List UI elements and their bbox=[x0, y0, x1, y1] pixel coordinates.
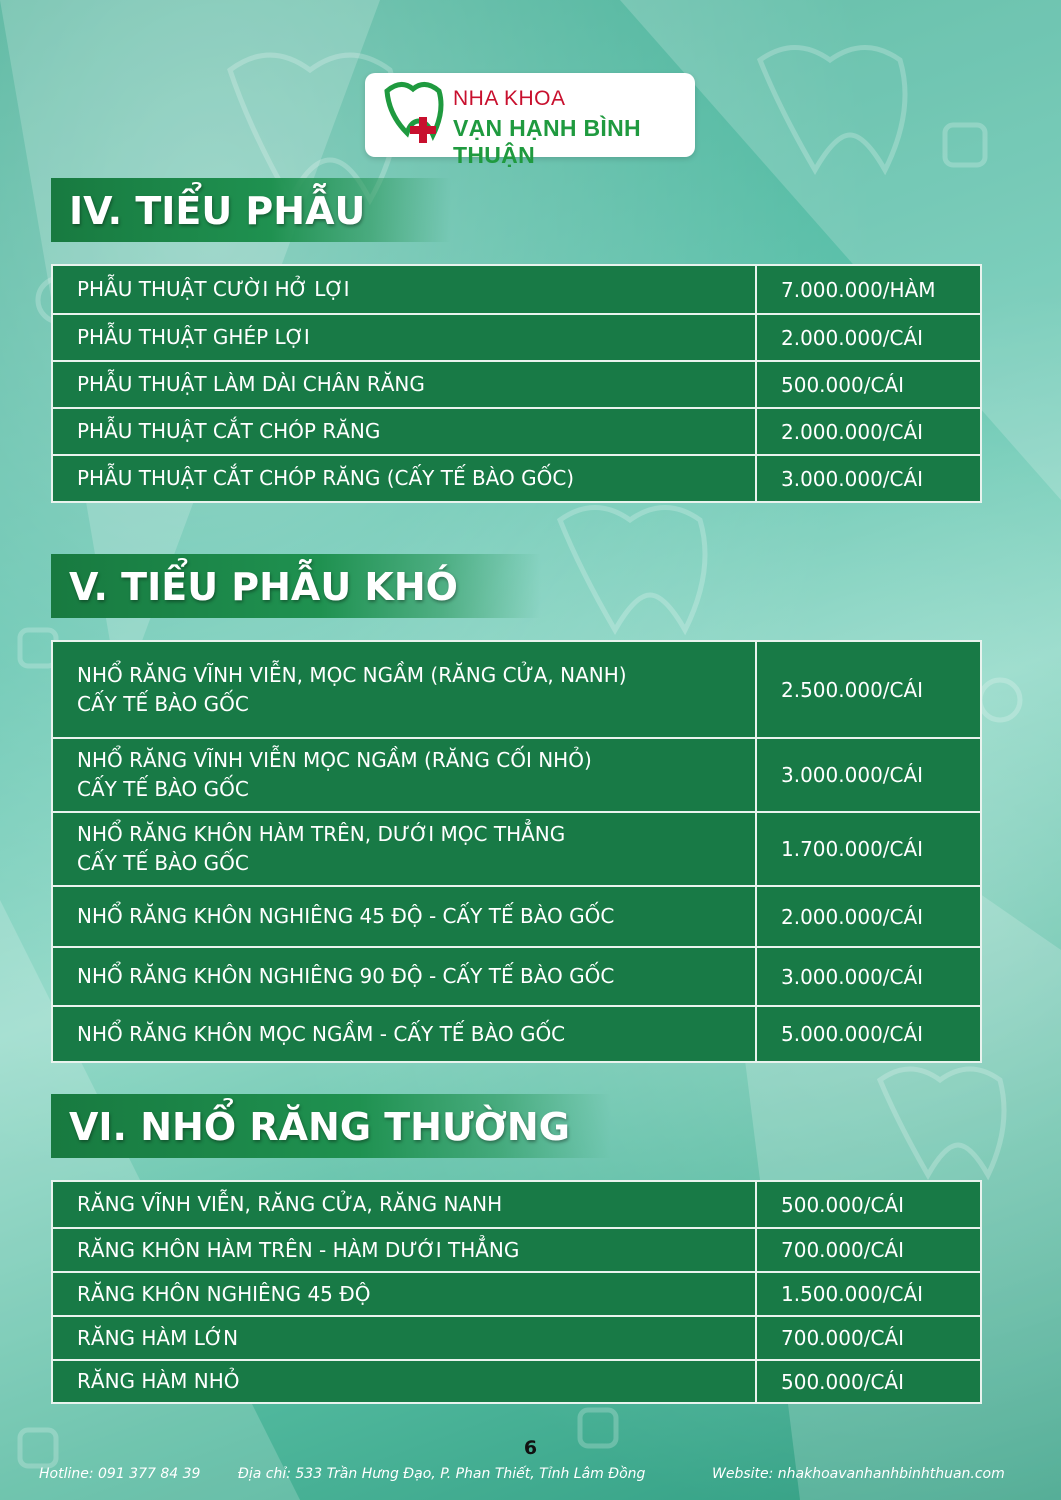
table-row bbox=[53, 1182, 980, 1227]
tooth-logo-icon bbox=[379, 81, 451, 151]
section-title-tieu-phau: IV. TIỂU PHẪU bbox=[51, 178, 451, 242]
table-row bbox=[53, 946, 980, 1005]
table-row bbox=[53, 1271, 980, 1315]
service-name: PHẪU THUẬT LÀM DÀI CHÂN RĂNG bbox=[53, 362, 757, 407]
service-price: 500.000/CÁI bbox=[781, 1192, 904, 1217]
service-price: 700.000/CÁI bbox=[781, 1238, 904, 1262]
table-row bbox=[53, 407, 980, 454]
service-name: RĂNG HÀM NHỎ bbox=[53, 1361, 757, 1402]
service-name: NHỔ RĂNG KHÔN NGHIÊNG 90 ĐỘ - CẤY TẾ BÀO GỐC bbox=[53, 948, 757, 1005]
service-price: 500.000/CÁI bbox=[781, 372, 904, 397]
table-row bbox=[53, 313, 980, 360]
table-row bbox=[53, 1315, 980, 1359]
service-name: RĂNG VĨNH VIỄN, RĂNG CỬA, RĂNG NANH bbox=[53, 1182, 757, 1227]
service-price: 1.700.000/CÁI bbox=[781, 837, 924, 861]
service-price: 700.000/CÁI bbox=[781, 1326, 904, 1350]
price-table-tieu-phau-kho bbox=[51, 640, 982, 1063]
service-name: NHỔ RĂNG KHÔN MỌC NGẦM - CẤY TẾ BÀO GỐC bbox=[53, 1007, 757, 1061]
service-name: NHỔ RĂNG VĨNH VIỄN MỌC NGẦM (RĂNG CỐI NHỎ) CẤY TẾ BÀO GỐC bbox=[53, 739, 757, 811]
service-name: RĂNG KHÔN NGHIÊNG 45 ĐỘ bbox=[53, 1273, 757, 1315]
table-row bbox=[53, 266, 980, 313]
table-row bbox=[53, 360, 980, 407]
footer-address: Địa chỉ: 533 Trần Hưng Đạo, P. Phan Thiết, Tỉnh Lâm Đồng bbox=[238, 1466, 646, 1482]
clinic-logo bbox=[365, 73, 695, 168]
service-name: PHẪU THUẬT CẮT CHÓP RĂNG (CẤY TẾ BÀO GỐC) bbox=[53, 456, 757, 501]
page-number: 6 bbox=[523, 1437, 538, 1459]
service-price: 7.000.000/HÀM bbox=[781, 277, 936, 302]
service-price: 1.500.000/CÁI bbox=[781, 1282, 924, 1306]
service-name: NHỔ RĂNG KHÔN HÀM TRÊN, DƯỚI MỌC THẲNG CẤY TẾ BÀO GỐC bbox=[53, 813, 757, 885]
table-row bbox=[53, 454, 980, 501]
table-row bbox=[53, 885, 980, 946]
price-table-tieu-phau bbox=[51, 264, 982, 503]
service-price: 3.000.000/CÁI bbox=[781, 763, 924, 787]
service-price: 2.500.000/CÁI bbox=[781, 677, 924, 702]
service-price: 2.000.000/CÁI bbox=[781, 904, 924, 929]
service-price: 2.000.000/CÁI bbox=[781, 419, 924, 444]
section-title-tieu-phau-kho: V. TIỂU PHẪU KHÓ bbox=[51, 554, 541, 618]
service-price: 3.000.000/CÁI bbox=[781, 466, 924, 491]
table-row bbox=[53, 642, 980, 737]
logo-line2: VẠN HẠNH BÌNH THUẬN bbox=[453, 115, 641, 168]
service-name: PHẪU THUẬT GHÉP LỢI bbox=[53, 315, 757, 360]
service-price: 2.000.000/CÁI bbox=[781, 325, 924, 350]
logo-line1: NHA KHOA bbox=[453, 87, 566, 110]
table-row bbox=[53, 1005, 980, 1061]
service-price: 500.000/CÁI bbox=[781, 1369, 904, 1394]
service-price: 3.000.000/CÁI bbox=[781, 964, 924, 989]
service-name: RĂNG HÀM LỚN bbox=[53, 1317, 757, 1359]
table-row bbox=[53, 1227, 980, 1271]
footer-hotline: Hotline: 091 377 84 39 bbox=[39, 1466, 201, 1482]
service-price: 5.000.000/CÁI bbox=[781, 1022, 924, 1046]
table-row bbox=[53, 1359, 980, 1402]
service-name: NHỔ RĂNG KHÔN NGHIÊNG 45 ĐỘ - CẤY TẾ BÀO GỐC bbox=[53, 887, 757, 946]
price-table-nho-rang-thuong bbox=[51, 1180, 982, 1404]
table-row bbox=[53, 737, 980, 811]
section-title-nho-rang-thuong: VI. NHỔ RĂNG THƯỜNG bbox=[51, 1094, 611, 1158]
service-name: PHẪU THUẬT CẮT CHÓP RĂNG bbox=[53, 409, 757, 454]
service-name: PHẪU THUẬT CƯỜI HỞ LỢI bbox=[53, 266, 757, 313]
service-name: RĂNG KHÔN HÀM TRÊN - HÀM DƯỚI THẲNG bbox=[53, 1229, 757, 1271]
table-row bbox=[53, 811, 980, 885]
service-name: NHỔ RĂNG VĨNH VIỄN, MỌC NGẦM (RĂNG CỬA, NANH) CẤY TẾ BÀO GỐC bbox=[53, 642, 757, 737]
footer-website: Website: nhakhoavanhanhbinhthuan.com bbox=[712, 1466, 1005, 1482]
